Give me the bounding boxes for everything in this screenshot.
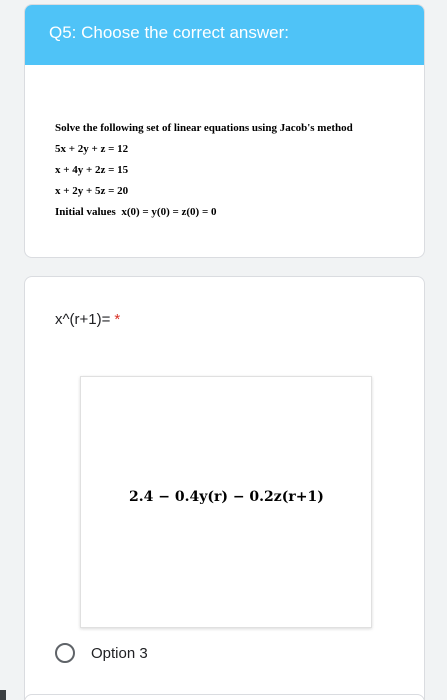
option-3-label: Option 3 xyxy=(91,644,148,662)
question-header-card xyxy=(24,4,425,258)
header-title: Q5: Choose the correct answer: xyxy=(25,5,424,65)
required-asterisk: * xyxy=(114,311,121,328)
radio-button[interactable] xyxy=(55,643,75,663)
equation-3: x + 2y + 5z = 20 xyxy=(55,185,129,197)
initial-values-expr: x(0) = y(0) = z(0) = 0 xyxy=(121,206,217,218)
next-question-card xyxy=(24,694,425,700)
question-intro: Solve the following set of linear equations using Jacob's method xyxy=(55,122,353,134)
question-content xyxy=(25,122,424,218)
initial-values-label: Initial values xyxy=(55,206,116,218)
option-formula: 2.4 − 0.4y(r) − 0.2z(r+1) xyxy=(129,489,324,505)
initial-values xyxy=(55,206,424,218)
equation-1: 5x + 2y + z = 12 xyxy=(55,143,129,155)
equation-2: x + 4y + 2z = 15 xyxy=(55,164,129,176)
option-image xyxy=(80,376,372,628)
question-title xyxy=(55,311,120,328)
corner-mark xyxy=(0,690,6,700)
option-3-row[interactable] xyxy=(55,643,148,663)
question-card xyxy=(24,276,425,700)
question-title-text: x^(r+1)= xyxy=(55,311,111,328)
